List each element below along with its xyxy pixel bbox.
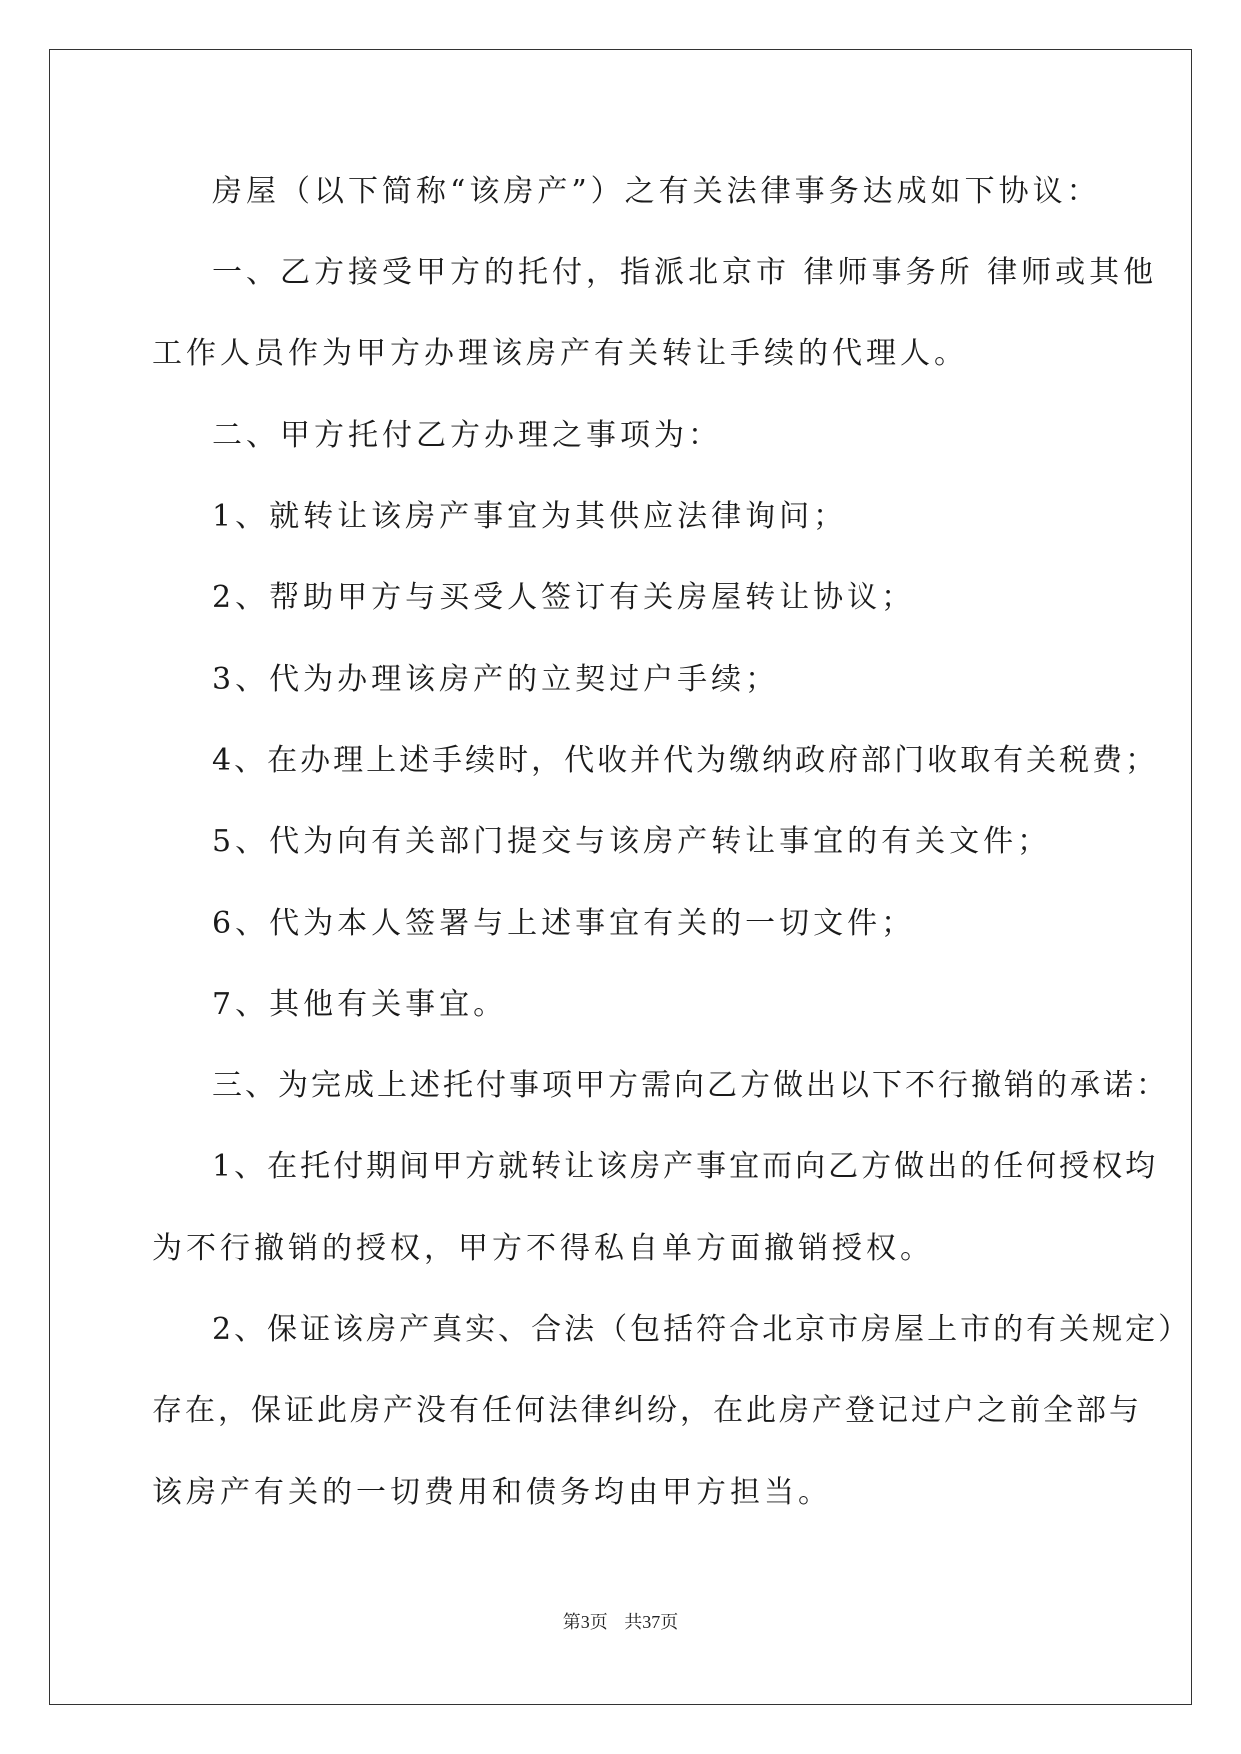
paragraph-line: 2、保证该房产真实、合法（包括符合北京市房屋上市的有关规定） (212, 1312, 1192, 1347)
paragraph-line: 5、代为向有关部门提交与该房产转让事宜的有关文件； (212, 824, 1052, 859)
paragraph-line: 3、代为办理该房产的立契过户手续； (212, 662, 780, 697)
paragraph-line: 6、代为本人签署与上述事宜有关的一切文件； (212, 906, 916, 941)
paragraph-line: 一、乙方接受甲方的托付，指派北京市 律师事务所 律师或其他 (212, 255, 1158, 290)
paragraph-line: 1、就转让该房产事宜为其供应法律询问； (212, 499, 848, 534)
paragraph-line: 4、在办理上述手续时，代收并代为缴纳政府部门收取有关税费； (212, 743, 1159, 778)
paragraph-line: 为不行撤销的授权，甲方不得私自单方面撤销授权。 (152, 1231, 934, 1266)
paragraph-line: 房屋（以下简称“该房产”）之有关法律事务达成如下协议： (212, 174, 1101, 209)
paragraph-line: 7、其他有关事宜。 (212, 987, 508, 1022)
paragraph-line: 二、甲方托付乙方办理之事项为： (212, 418, 722, 453)
page-footer (0, 1608, 1241, 1634)
paragraph-line: 1、在托付期间甲方就转让该房产事宜而向乙方做出的任何授权均 (212, 1149, 1159, 1184)
paragraph-line: 该房产有关的一切费用和债务均由甲方担当。 (152, 1475, 832, 1510)
paragraph-line: 工作人员作为甲方办理该房产有关转让手续的代理人。 (152, 336, 968, 371)
page-number: 第3页 (562, 1612, 608, 1632)
paragraph-line: 三、为完成上述托付事项甲方需向乙方做出以下不行撤销的承诺： (212, 1068, 1169, 1103)
page-border (49, 49, 1192, 1705)
paragraph-line: 存在，保证此房产没有任何法律纠纷，在此房产登记过户之前全部与 (152, 1393, 1142, 1428)
page-total: 共37页 (624, 1612, 679, 1632)
paragraph-line: 2、帮助甲方与买受人签订有关房屋转让协议； (212, 580, 916, 615)
